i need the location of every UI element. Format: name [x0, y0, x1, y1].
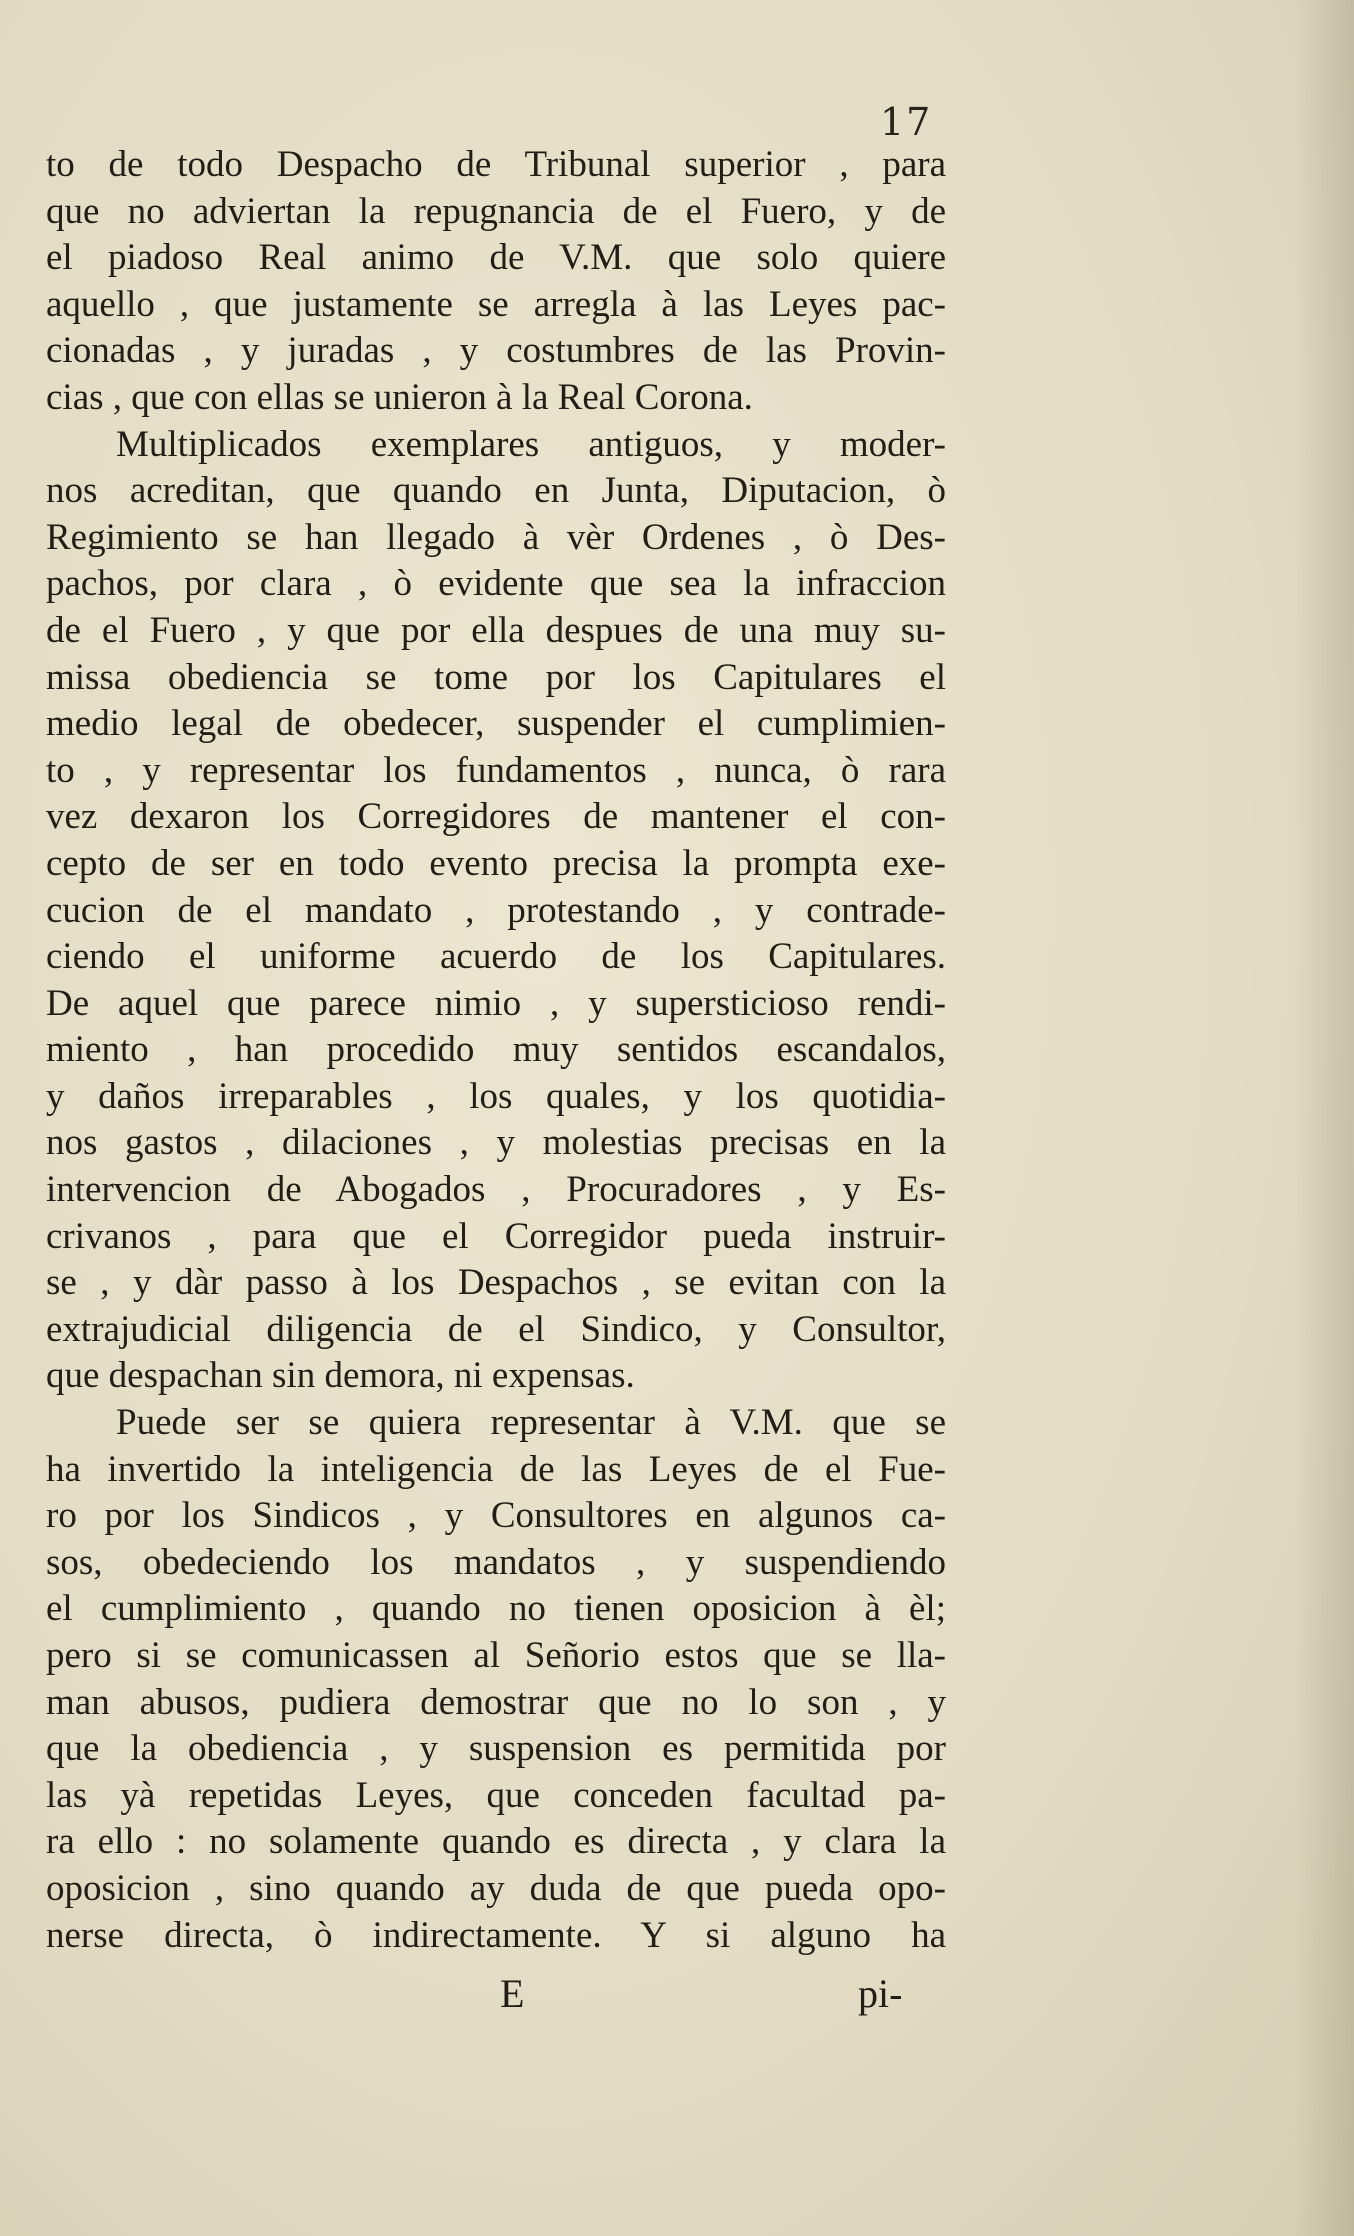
text-line: cionadas , y juradas , y costumbres de las Provin- — [46, 330, 946, 372]
text-line: nos gastos , dilaciones , y molestias precisas en la — [46, 1122, 946, 1164]
text-line: cepto de ser en todo evento precisa la prompta exe- — [46, 842, 946, 884]
text-line: el cumplimiento , quando no tienen oposicion à èl; — [46, 1588, 946, 1630]
text-line: miento , han procedido muy sentidos escandalos, — [46, 1029, 946, 1071]
text-line: nos acreditan, que quando en Junta, Diputacion, ò — [46, 470, 946, 512]
text-line: de el Fuero , y que por ella despues de una muy su- — [46, 609, 946, 651]
text-line: medio legal de obedecer, suspender el cumplimien- — [46, 703, 946, 745]
text-line: extrajudicial diligencia de el Sindico, y Consultor, — [46, 1308, 946, 1350]
page-number: 17 — [880, 100, 933, 144]
text-line: el piadoso Real animo de V.M. que solo quiere — [46, 237, 946, 279]
text-line: ra ello : no solamente quando es directa , y clara la — [46, 1821, 946, 1863]
text-line: que no adviertan la repugnancia de el Fuero, y de — [46, 190, 946, 232]
text-line: sos, obedeciendo los mandatos , y suspendiendo — [46, 1541, 946, 1583]
text-line: missa obediencia se tome por los Capitulares el — [46, 656, 946, 698]
text-line: man abusos, pudiera demostrar que no lo son , y — [46, 1681, 946, 1723]
text-line: ciendo el uniforme acuerdo de los Capitulares. — [46, 936, 946, 978]
text-line: intervencion de Abogados , Procuradores , y Es- — [46, 1169, 946, 1211]
text-line: nerse directa, ò indirectamente. Y si alguno ha — [46, 1914, 946, 1956]
text-line: aquello , que justamente se arregla à las Leyes pac- — [46, 283, 946, 325]
paragraph-start-line: Multiplicados exemplares antiguos, y moder- — [116, 423, 946, 465]
text-line: oposicion , sino quando ay duda de que pueda opo- — [46, 1867, 946, 1909]
text-line: se , y dàr passo à los Despachos , se evitan con la — [46, 1262, 946, 1304]
text-line: ro por los Sindicos , y Consultores en algunos ca- — [46, 1495, 946, 1537]
text-line: pachos, por clara , ò evidente que sea la infraccion — [46, 563, 946, 605]
page-edge-shadow — [1294, 0, 1354, 2236]
text-line: y daños irreparables , los quales, y los quotidia- — [46, 1075, 946, 1117]
signature-mark: E — [500, 1971, 525, 2016]
catchword: pi- — [858, 1971, 903, 2016]
text-line: las yà repetidas Leyes, que conceden facultad pa- — [46, 1774, 946, 1816]
body-text — [46, 142, 946, 1959]
text-line: ha invertido la inteligencia de las Leyes de el Fue- — [46, 1448, 946, 1490]
text-line: Regimiento se han llegado à vèr Ordenes , ò Des- — [46, 516, 946, 558]
text-line: crivanos , para que el Corregidor pueda instruir- — [46, 1215, 946, 1257]
paragraph-start-line: Puede ser se quiera representar à V.M. que se — [116, 1402, 946, 1444]
text-line: De aquel que parece nimio , y supersticioso rendi- — [46, 982, 946, 1024]
text-line: que la obediencia , y suspension es permitida por — [46, 1728, 946, 1770]
text-line: cucion de el mandato , protestando , y contrade- — [46, 889, 946, 931]
text-line: to , y representar los fundamentos , nunca, ò rara — [46, 749, 946, 791]
text-line: cias , que con ellas se unieron à la Real Corona. — [46, 376, 753, 418]
text-line: pero si se comunicassen al Señorio estos que se lla- — [46, 1635, 946, 1676]
text-line: que despachan sin demora, ni expensas. — [46, 1355, 635, 1397]
text-line: vez dexaron los Corregidores de mantener el con- — [46, 796, 946, 838]
text-line: to de todo Despacho de Tribunal superior , para — [46, 144, 946, 185]
